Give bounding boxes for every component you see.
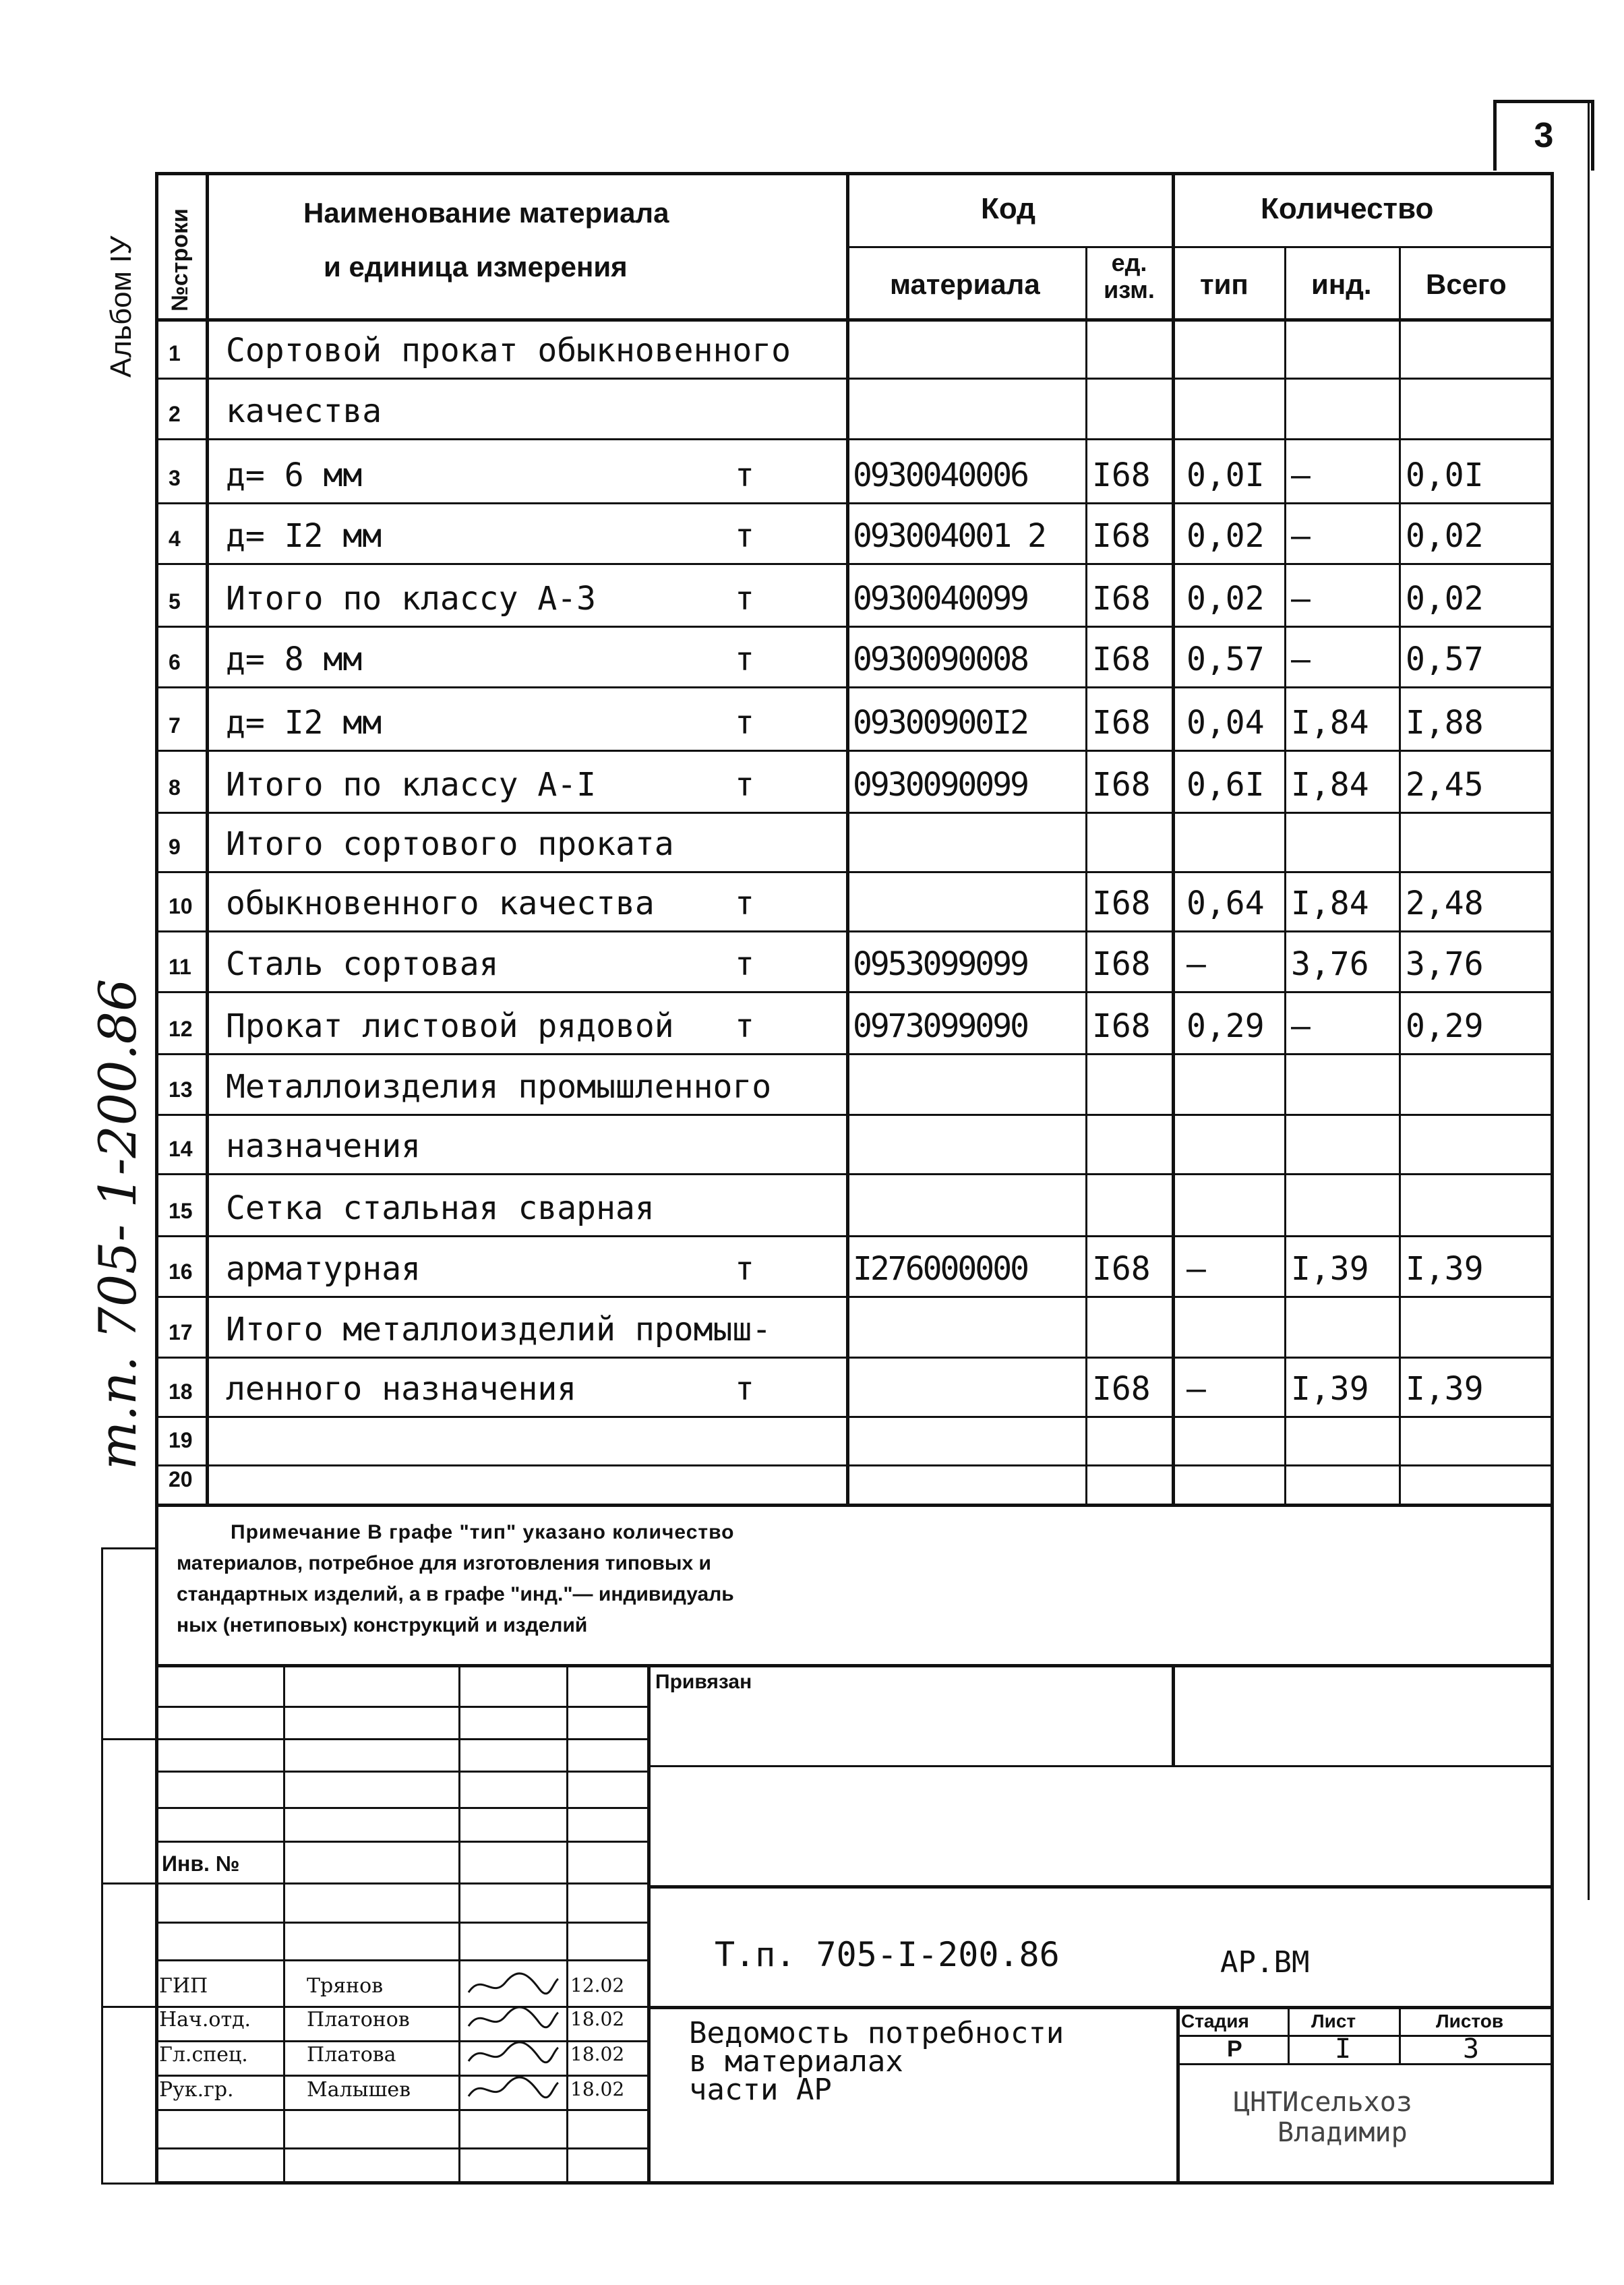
row-unit: т	[735, 1370, 754, 1408]
row-unit: т	[735, 580, 754, 618]
header-total: Всего	[1426, 268, 1507, 300]
header-ind: инд.	[1311, 268, 1372, 300]
row-name: назначения	[226, 1127, 421, 1165]
row-name: Сортовой прокат обыкновенного	[226, 332, 791, 369]
row-unit-code: I68	[1092, 641, 1151, 678]
signer-date: 12.02	[570, 1974, 625, 1996]
header-row-no: №строки	[167, 208, 193, 311]
row-number: 9	[169, 835, 181, 859]
row-qty-ind: I,39	[1291, 1250, 1369, 1288]
inv-no-label: Инв. №	[162, 1851, 240, 1876]
row-name: д= 6 мм	[226, 456, 363, 494]
org-line-1: ЦНТИсельхоз	[1234, 2087, 1412, 2118]
row-number: 7	[169, 713, 181, 738]
row-name: д= 8 мм	[226, 641, 363, 678]
stage-label: Стадия	[1181, 2011, 1249, 2031]
row-name: Прокат листовой рядовой	[226, 1007, 674, 1045]
signer-role: Рук.гр.	[159, 2078, 234, 2102]
row-qty-type: 0,6I	[1186, 766, 1265, 804]
row-qty-ind: –	[1291, 517, 1311, 555]
row-number: 14	[169, 1137, 193, 1161]
row-number: 1	[169, 341, 181, 365]
row-name: Итого по классу А-I	[226, 766, 597, 804]
row-code: 0930040006	[853, 456, 1027, 494]
sheet-number-box	[1493, 100, 1594, 171]
row-name: Металлоизделия промышленного	[226, 1068, 772, 1106]
row-unit: т	[735, 766, 754, 804]
side-stamp: т.п. 705- 1-200.86	[88, 978, 148, 1470]
header-name-1: Наименование материала	[303, 197, 669, 229]
sheet-title-2: в материалах	[689, 2044, 903, 2079]
row-number: 11	[169, 955, 191, 979]
row-number: 18	[169, 1379, 193, 1404]
row-unit-code: I68	[1092, 1007, 1151, 1045]
row-qty-type: 0,64	[1186, 885, 1265, 922]
org-line-2: Владимир	[1277, 2117, 1408, 2148]
row-qty-type: –	[1186, 945, 1206, 983]
row-number: 5	[169, 589, 181, 614]
row-qty-ind: –	[1291, 456, 1311, 494]
row-name: д= I2 мм	[226, 517, 382, 555]
row-qty-ind: –	[1291, 580, 1311, 618]
row-code: 0973099090	[853, 1007, 1027, 1045]
row-unit: т	[735, 517, 754, 555]
row-unit-code: I68	[1092, 1250, 1151, 1288]
row-unit-code: I68	[1092, 885, 1151, 922]
row-code: 0930090008	[853, 641, 1027, 678]
note-line-2: материалов, потребное для изготовления типовых и	[177, 1552, 711, 1574]
row-qty-ind: 3,76	[1291, 945, 1369, 983]
row-qty-ind: –	[1291, 1007, 1311, 1045]
row-name: Сталь сортовая	[226, 945, 499, 983]
row-name: д= I2 мм	[226, 704, 382, 742]
row-qty-total: I,88	[1406, 704, 1484, 742]
sheets-value: 3	[1463, 2034, 1480, 2065]
row-qty-ind: I,84	[1291, 766, 1369, 804]
sheet-value: I	[1335, 2034, 1352, 2065]
row-unit: т	[735, 641, 754, 678]
row-number: 17	[169, 1320, 193, 1344]
privyazan-label: Привязан	[655, 1671, 752, 1693]
doc-mark: АР.ВМ	[1220, 1945, 1310, 1980]
row-unit-code: I68	[1092, 517, 1151, 555]
header-code: Код	[981, 192, 1036, 225]
row-number: 13	[169, 1077, 193, 1102]
sheet-title-3: части АР	[689, 2073, 832, 2107]
row-unit-code: I68	[1092, 766, 1151, 804]
row-name: Итого металлоизделий промыш-	[226, 1311, 772, 1348]
row-qty-total: 0,57	[1406, 641, 1484, 678]
row-qty-total: 2,45	[1406, 766, 1484, 804]
row-qty-total: 2,48	[1406, 885, 1484, 922]
row-number: 15	[169, 1199, 193, 1223]
stage-value: Р	[1227, 2036, 1242, 2062]
row-name: Итого по классу А-3	[226, 580, 597, 618]
row-qty-ind: I,39	[1291, 1370, 1369, 1408]
signer-role: ГИП	[159, 1974, 208, 1998]
row-number: 4	[169, 527, 181, 551]
row-number: 19	[169, 1428, 193, 1452]
row-code: 0953099099	[853, 945, 1027, 983]
row-number: 10	[169, 894, 193, 918]
row-name: арматурная	[226, 1250, 421, 1288]
row-unit: т	[735, 1250, 754, 1288]
row-unit: т	[735, 1007, 754, 1045]
signer-date: 18.02	[570, 2078, 625, 2100]
row-qty-total: 0,02	[1406, 580, 1484, 618]
signer-role: Нач.отд.	[159, 2008, 251, 2031]
row-unit: т	[735, 704, 754, 742]
row-unit-code: I68	[1092, 580, 1151, 618]
row-number: 3	[169, 466, 181, 490]
note-line-1: Примечание В графе "тип" указано количество	[231, 1521, 735, 1543]
header-quantity: Количество	[1261, 192, 1434, 225]
row-unit: т	[735, 885, 754, 922]
row-qty-ind: –	[1291, 641, 1311, 678]
row-qty-type: –	[1186, 1250, 1206, 1288]
signer-date: 18.02	[570, 2008, 625, 2030]
header-code-unit: ед. изм.	[1104, 249, 1155, 303]
row-name: Итого сортового проката	[226, 825, 674, 863]
note-line-4: ных (нетиповых) конструкций и изделий	[177, 1614, 588, 1636]
row-unit-code: I68	[1092, 1370, 1151, 1408]
row-name: обыкновенного качества	[226, 885, 655, 922]
row-qty-type: –	[1186, 1370, 1206, 1408]
row-code: 093004001 2	[853, 517, 1045, 555]
sheet-label: Лист	[1311, 2011, 1356, 2031]
signer-name: Платова	[307, 2043, 396, 2067]
row-number: 6	[169, 650, 181, 674]
album-label: Альбом IУ	[104, 235, 138, 378]
row-qty-total: 3,76	[1406, 945, 1484, 983]
row-qty-total: 0,0I	[1406, 456, 1484, 494]
row-qty-type: 0,02	[1186, 517, 1265, 555]
row-qty-type: 0,02	[1186, 580, 1265, 618]
row-code: I276000000	[853, 1250, 1027, 1288]
row-number: 12	[169, 1017, 193, 1041]
row-unit-code: I68	[1092, 704, 1151, 742]
signer-name: Платонов	[307, 2008, 410, 2031]
signer-date: 18.02	[570, 2043, 625, 2065]
row-name: ленного назначения	[226, 1370, 577, 1408]
sheets-label: Листов	[1436, 2011, 1504, 2031]
row-code: 0930090099	[853, 766, 1027, 804]
row-qty-total: I,39	[1406, 1370, 1484, 1408]
row-qty-type: 0,29	[1186, 1007, 1265, 1045]
row-unit-code: I68	[1092, 456, 1151, 494]
sheet-number: 3	[1534, 116, 1554, 155]
row-number: 8	[169, 775, 181, 800]
signature	[465, 2073, 560, 2112]
header-name-2: и единица измерения	[324, 251, 628, 283]
row-unit-code: I68	[1092, 945, 1151, 983]
row-unit: т	[735, 945, 754, 983]
row-number: 16	[169, 1259, 193, 1284]
row-qty-total: 0,29	[1406, 1007, 1484, 1045]
header-code-material: материала	[890, 268, 1040, 300]
row-code: 0930040099	[853, 580, 1027, 618]
row-code: 09300900I2	[853, 704, 1027, 742]
row-number: 20	[169, 1467, 193, 1491]
row-qty-ind: I,84	[1291, 704, 1369, 742]
note	[177, 1517, 734, 1641]
signer-role: Гл.спец.	[159, 2043, 248, 2067]
sheet-title	[689, 2016, 1064, 2107]
signer-name: Трянов	[307, 1974, 384, 1998]
signer-name: Малышев	[307, 2078, 411, 2102]
doc-code: Т.п. 705-I-200.86	[715, 1935, 1060, 1974]
row-unit: т	[735, 456, 754, 494]
row-name: Сетка стальная сварная	[226, 1189, 655, 1227]
row-qty-type: 0,04	[1186, 704, 1265, 742]
row-qty-total: I,39	[1406, 1250, 1484, 1288]
row-name: качества	[226, 392, 382, 430]
row-qty-type: 0,57	[1186, 641, 1265, 678]
row-qty-total: 0,02	[1406, 517, 1484, 555]
row-qty-ind: I,84	[1291, 885, 1369, 922]
header-type: тип	[1200, 268, 1249, 300]
sheet-title-1: Ведомость потребности	[689, 2016, 1064, 2050]
signature	[465, 2038, 560, 2077]
signature	[465, 2002, 560, 2042]
row-number: 2	[169, 402, 181, 426]
row-qty-type: 0,0I	[1186, 456, 1265, 494]
note-line-3: стандартных изделий, а в графе "инд."— индивидуаль	[177, 1583, 734, 1605]
